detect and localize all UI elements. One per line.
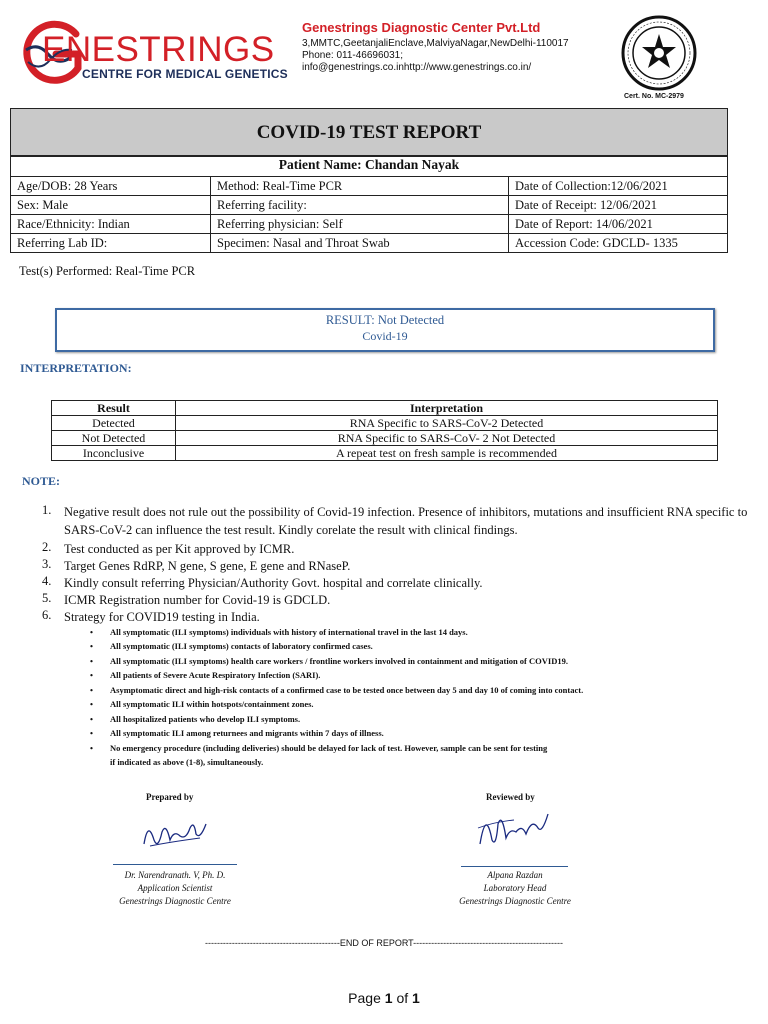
table-row xyxy=(52,446,718,461)
table-row xyxy=(52,416,718,431)
bullet-text: No emergency procedure (including deliveries) should be delayed for lack of test. However, sample can be sent for testing xyxy=(110,743,548,753)
reviewer-signature-line xyxy=(461,866,568,867)
logo-wordmark: ENESTRINGS xyxy=(42,30,275,69)
table-cell: A repeat test on fresh sample is recommended xyxy=(176,446,718,461)
bullet-text: All patients of Severe Acute Respiratory Infection (SARI). xyxy=(110,670,321,680)
note-text: Target Genes RdRP, N gene, S gene, E gene and RNaseP. xyxy=(64,559,351,573)
interpretation-heading: INTERPRETATION: xyxy=(20,361,132,375)
page-indicator xyxy=(0,990,768,1006)
bullet-text: All symptomatic ILI within hotspots/containment zones. xyxy=(110,699,314,709)
reviewer-block xyxy=(420,869,610,908)
table-row xyxy=(11,177,728,196)
note-text: Kindly consult referring Physician/Authority Govt. hospital and correlate clinically. xyxy=(64,576,483,590)
table-row xyxy=(11,215,728,234)
report-title: COVID-19 TEST REPORT xyxy=(256,122,482,143)
table-cell: Race/Ethnicity: Indian xyxy=(11,215,211,234)
note-number: 6. xyxy=(42,608,52,622)
note-number: 2. xyxy=(42,540,52,554)
note-heading: NOTE: xyxy=(22,474,61,488)
company-address: 3,MMTC,GeetanjaliEnclave,MalviyaNagar,NewDelhi-110017 xyxy=(302,38,569,49)
reviewed-by-label: Reviewed by xyxy=(486,792,535,802)
table-cell: Date of Report: 14/06/2021 xyxy=(509,215,728,234)
bullet-text: All hospitalized patients who develop ILI symptoms. xyxy=(110,714,301,724)
table-cell: Accession Code: GDCLD- 1335 xyxy=(509,234,728,253)
column-header: Result xyxy=(52,401,176,416)
table-cell: Referring physician: Self xyxy=(211,215,509,234)
note-text: Negative result does not rule out the possibility of Covid-19 infection. Presence of inhibitors, mutations and insufficient RNA specific to SARS-CoV-2 can influence the test result. Kindly corelate the result with clinical findings. xyxy=(64,505,748,537)
page-number: 1 xyxy=(384,990,393,1006)
certificate-number: Cert. No. MC-2979 xyxy=(624,93,684,100)
page-prefix: Page xyxy=(348,990,385,1006)
preparer-block xyxy=(80,869,270,908)
note-number: 3. xyxy=(42,557,52,571)
table-cell: Inconclusive xyxy=(52,446,176,461)
table-cell: Specimen: Nasal and Throat Swab xyxy=(211,234,509,253)
reviewer-organization: Genestrings Diagnostic Centre xyxy=(459,896,571,906)
logo-subtitle: CENTRE FOR MEDICAL GENETICS xyxy=(82,67,288,81)
bullet-text: All symptomatic (ILI symptoms) individuals with history of international travel in the last 14 days. xyxy=(110,627,468,637)
table-cell: Sex: Male xyxy=(11,196,211,215)
company-name: Genestrings Diagnostic Center Pvt.Ltd xyxy=(302,20,541,35)
bullet-text: All symptomatic ILI among returnees and migrants within 7 days of illness. xyxy=(110,728,384,738)
bullet-text: All symptomatic (ILI symptoms) contacts of laboratory confirmed cases. xyxy=(110,641,373,651)
tests-performed: Test(s) Performed: Real-Time PCR xyxy=(19,264,196,278)
preparer-organization: Genestrings Diagnostic Centre xyxy=(119,896,231,906)
note-number: 1. xyxy=(42,503,52,517)
preparer-name: Dr. Narendranath. V, Ph. D. xyxy=(124,870,226,880)
table-header-row xyxy=(52,401,718,416)
table-cell: Not Detected xyxy=(52,431,176,446)
bullet-text: if indicated as above (1-8), simultaneously. xyxy=(110,757,264,767)
accreditation-seal-icon xyxy=(617,14,701,92)
table-row xyxy=(11,196,728,215)
company-contact: info@genestrings.co.inhttp://www.genestrings.co.in/ xyxy=(302,62,532,73)
preparer-title: Application Scientist xyxy=(137,883,213,893)
interpretation-table xyxy=(51,400,718,461)
note-number: 4. xyxy=(42,574,52,588)
company-phone: Phone: 011-46696031; xyxy=(302,50,404,61)
page-total: 1 xyxy=(412,990,420,1006)
patient-name: Patient Name: Chandan Nayak xyxy=(278,157,460,172)
end-of-report: ---------------------------------------------END OF REPORT-------------------------------------------------- xyxy=(204,938,564,948)
note-number: 5. xyxy=(42,591,52,605)
prepared-by-label: Prepared by xyxy=(146,792,194,802)
table-row xyxy=(52,431,718,446)
result-test-name: Covid-19 xyxy=(362,329,408,343)
reviewer-title: Laboratory Head xyxy=(483,883,547,893)
table-cell: Detected xyxy=(52,416,176,431)
preparer-signature-icon xyxy=(140,810,212,854)
table-cell: Age/DOB: 28 Years xyxy=(11,177,211,196)
bullet-text: Asymptomatic direct and high-risk contacts of a confirmed case to be tested once between day 5 and day 10 of coming into contact. xyxy=(110,685,584,695)
note-text: Test conducted as per Kit approved by ICMR. xyxy=(64,542,295,556)
table-cell: Date of Collection:12/06/2021 xyxy=(509,177,728,196)
preparer-signature-line xyxy=(113,864,237,865)
table-cell: Referring Lab ID: xyxy=(11,234,211,253)
table-cell: Date of Receipt: 12/06/2021 xyxy=(509,196,728,215)
table-cell: RNA Specific to SARS-CoV- 2 Not Detected xyxy=(176,431,718,446)
table-cell: Method: Real-Time PCR xyxy=(211,177,509,196)
table-cell: Referring facility: xyxy=(211,196,509,215)
reviewer-signature-icon xyxy=(474,804,552,856)
bullet-text: All symptomatic (ILI symptoms) health care workers / frontline workers involved in containment and mitigation of COVID19. xyxy=(110,656,568,666)
result-status: RESULT: Not Detected xyxy=(325,313,445,327)
table-row xyxy=(11,234,728,253)
note-text: Strategy for COVID19 testing in India. xyxy=(64,610,260,624)
page-of: of xyxy=(392,990,413,1006)
reviewer-name: Alpana Razdan xyxy=(487,870,543,880)
table-cell: RNA Specific to SARS-CoV-2 Detected xyxy=(176,416,718,431)
column-header: Interpretation xyxy=(176,401,718,416)
note-text: ICMR Registration number for Covid-19 is GDCLD. xyxy=(64,593,331,607)
